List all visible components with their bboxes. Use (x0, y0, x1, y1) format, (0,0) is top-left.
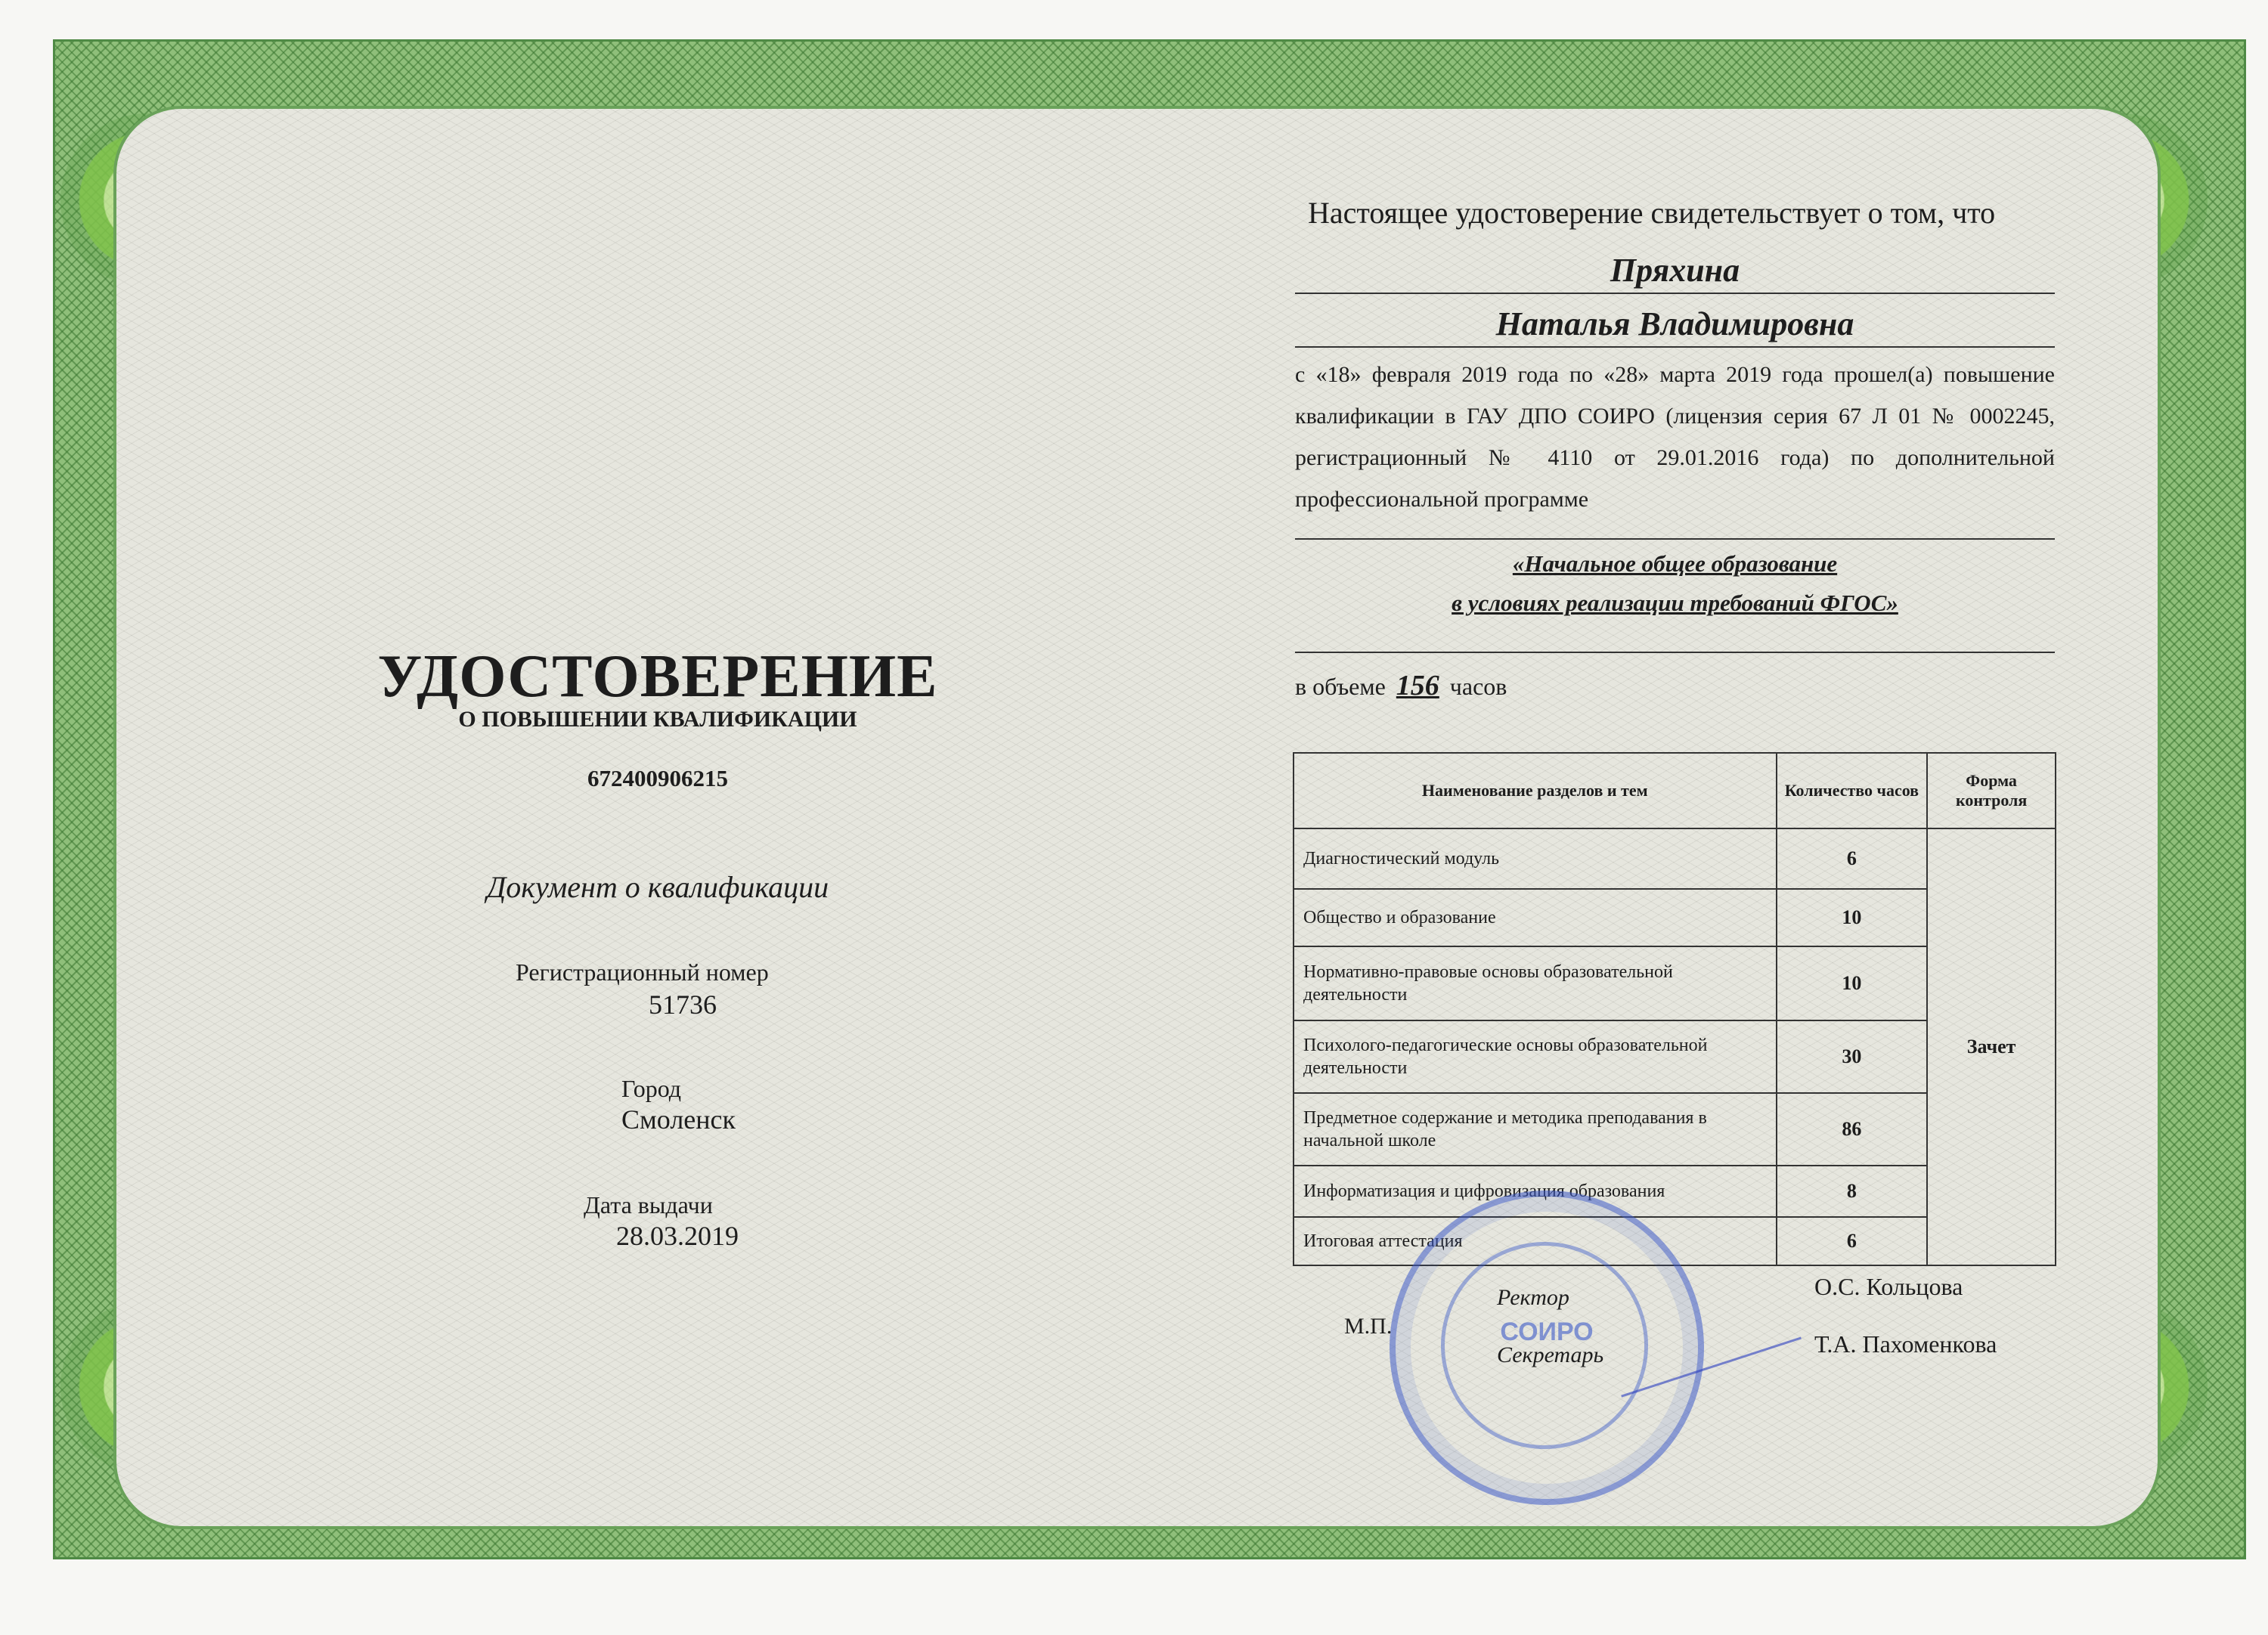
topic-cell: Психолого-педагогические основы образовательной деятельности (1294, 1020, 1777, 1093)
total-hours (1295, 669, 1507, 702)
certificate-number: 672400906215 (587, 765, 728, 791)
intro-text: Настоящее удостоверение свидетельствует о том, что (1308, 196, 1996, 230)
program-name-line-1: «Начальное общее образование (1512, 550, 1838, 577)
table-header-row (1294, 753, 2056, 828)
seal-text: СОИРО (1500, 1318, 1594, 1346)
topic-cell: Нормативно-правовые основы образовательной деятельности (1294, 946, 1777, 1020)
rector-name: О.С. Кольцова (1814, 1273, 1963, 1300)
hours-cell: 10 (1777, 889, 1928, 946)
hours-cell: 6 (1777, 828, 1928, 889)
program-rule (1295, 652, 2055, 653)
course-description: с «18» февраля 2019 года по «28» марта 2019 года прошел(а) повышение квалификации в ГАУ ДПО СОИРО (лицензия серия 67 Л 01 № 0002245, регистрационный № 4110 от 29.01.2016 года) по дополнительной профессиональной программе (1295, 362, 2055, 512)
topic-cell: Предметное содержание и методика преподавания в начальной школе (1294, 1093, 1777, 1166)
column-header: Форма контроля (1927, 753, 2056, 828)
certificate-subtitle: О ПОВЫШЕНИИ КВАЛИФИКАЦИИ (458, 707, 857, 732)
given-names: Наталья Владимировна (1295, 305, 2055, 348)
program-rule (1295, 538, 2055, 540)
topic-cell: Итоговая аттестация (1294, 1217, 1777, 1265)
document-type: Документ о квалификации (486, 870, 829, 904)
modules-table (1293, 752, 2056, 1266)
reg-number-label: Регистрационный номер (516, 958, 769, 986)
control-form-cell: Зачет (1927, 828, 2056, 1265)
reg-number-value: 51736 (649, 989, 717, 1020)
topic-cell: Общество и образование (1294, 889, 1777, 946)
issue-date-label: Дата выдачи (584, 1191, 713, 1219)
city-value: Смоленск (621, 1104, 736, 1135)
issue-date-value: 28.03.2019 (616, 1221, 739, 1251)
topic-cell: Информатизация и цифровизация образования (1294, 1166, 1777, 1217)
secretary-role: Секретарь (1497, 1342, 1604, 1367)
hours-cell: 86 (1777, 1093, 1928, 1166)
hours-cell: 10 (1777, 946, 1928, 1020)
hours-suffix: часов (1449, 673, 1507, 700)
hours-cell: 30 (1777, 1020, 1928, 1093)
seal-place-label: М.П. (1344, 1314, 1393, 1339)
rector-role: Ректор (1497, 1285, 1569, 1310)
program-name-line-2: в условиях реализации требований ФГОС» (1452, 590, 1898, 616)
secretary-name: Т.А. Пахоменкова (1814, 1330, 1997, 1358)
topic-cell: Диагностический модуль (1294, 828, 1777, 889)
hours-value: 156 (1396, 670, 1439, 701)
surname: Пряхина (1295, 251, 2055, 294)
column-header: Наименование разделов и тем (1294, 753, 1777, 828)
city-label: Город (621, 1075, 682, 1102)
certificate-title: УДОСТОВЕРЕНИЕ (377, 643, 938, 710)
hours-cell: 6 (1777, 1217, 1928, 1265)
column-header: Количество часов (1777, 753, 1928, 828)
table-row (1294, 828, 2056, 889)
hours-cell: 8 (1777, 1166, 1928, 1217)
hours-prefix: в объеме (1295, 673, 1386, 700)
